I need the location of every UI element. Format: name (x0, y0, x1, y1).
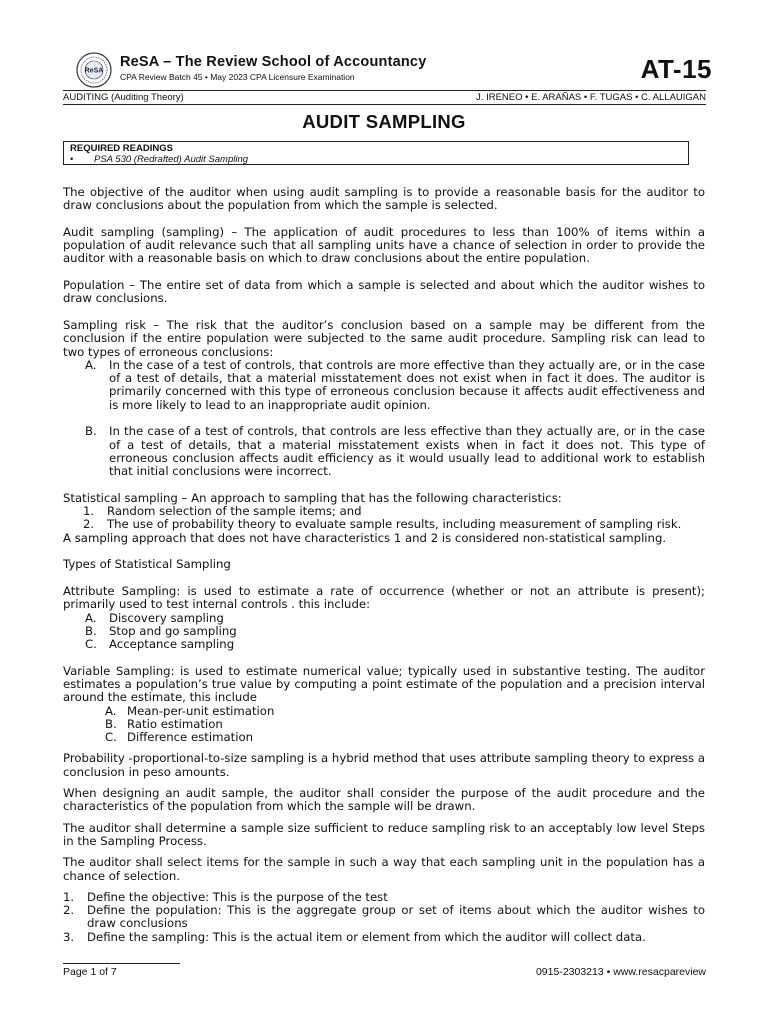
sampling-risk-definition: Sampling risk – The risk that the auditor’s conclusion based on a sample may be different from the conclusion if the entire population were subjected to the same audit procedure. Sampling risk can lead to two types of erroneous conclusions: (63, 317, 705, 359)
resa-logo-seal (76, 52, 112, 88)
variable-sampling-list (63, 705, 705, 745)
non-statistical-note: A sampling approach that does not have characteristics 1 and 2 is considered non-statistical sampling. (63, 530, 667, 545)
attribute-sampling-paragraph: Attribute Sampling: is used to estimate a rate of occurrence (whether or not an attribute is present); primarily used to test internal controls . this include: (63, 583, 705, 612)
readings-item (70, 154, 682, 165)
page-number: Page 1 of 7 (63, 966, 117, 978)
list-item: 1. Random selection of the sample items; and (83, 504, 362, 519)
sample-size-paragraph: The auditor shall determine a sample size sufficient to reduce sampling risk to an acceptably low level Steps in the Sampling Process. (63, 820, 705, 848)
contact-info: 0915-2303213 • www.resacpareview (535, 966, 706, 978)
select-items-paragraph: The auditor shall select items for the sample in such a way that each sampling unit in the population has a chance of selection. (63, 855, 705, 883)
list-item: B. Stop and go sampling (85, 623, 237, 638)
brand-block (120, 54, 426, 82)
sampling-steps-list (63, 891, 705, 944)
list-item: A. In the case of a test of controls, that controls are more effective than they actually are, or in the case of a test of details, that a material misstatement does not exist when in fact it does. The auditor is primarily concerned with this type of erroneous conclusion because it affects audit effectiveness and is more likely to lead to an inappropriate audit opinion. (85, 357, 705, 412)
designing-sample-paragraph: When designing an audit sample, the auditor shall consider the purpose of the audit procedure and the characteristics of the population from which the sample will be drawn. (63, 786, 705, 814)
statistical-characteristics-list (63, 505, 705, 532)
sampling-risk-list (63, 359, 705, 479)
required-readings-box (63, 141, 689, 165)
types-heading: Types of Statistical Sampling (63, 557, 231, 572)
statistical-sampling-definition: Statistical sampling – An approach to sampling that has the following characteristics: (63, 490, 562, 505)
list-item: 2. Define the population: This is the aggregate group or set of items about which the auditor wishes to draw conclusions (63, 903, 705, 931)
document-body (63, 186, 705, 944)
list-item: C. Difference estimation (105, 730, 254, 745)
school-name: ReSA – The Review School of Accountancy (120, 54, 427, 70)
readings-item-text: PSA 530 (Redrafted) Audit Sampling (94, 154, 249, 165)
handout-code: AT-15 (640, 54, 712, 84)
list-item: 3. Define the sampling: This is the actual item or element from which the auditor will collect data. (63, 929, 646, 944)
logo-text: ReSA (84, 67, 104, 75)
attribute-sampling-list (63, 612, 705, 652)
header-divider (63, 90, 706, 91)
list-item: B. Ratio estimation (105, 716, 223, 731)
batch-info: CPA Review Batch 45 • May 2023 CPA Licensure Examination (120, 72, 355, 82)
list-item: A. Mean-per-unit estimation (105, 703, 275, 718)
authors-label: J. IRENEO • E. ARAÑAS • F. TUGAS • C. ALLAUIGAN (476, 92, 706, 103)
page-title: AUDIT SAMPLING (302, 111, 466, 132)
footer-divider (63, 963, 180, 964)
objective-paragraph: The objective of the auditor when using audit sampling is to provide a reasonable basis for the auditor to draw conclusions about the population from which the sample is selected. (63, 185, 705, 213)
readings-heading: REQUIRED READINGS (70, 143, 173, 154)
pps-paragraph: Probability -proportional-to-size sampling is a hybrid method that uses attribute sampling theory to express a conclusion in peso amounts. (63, 751, 705, 779)
audit-sampling-definition: Audit sampling (sampling) – The application of audit procedures to less than 100% of items within a population of audit relevance such that all sampling units have a chance of selection in order to provide the auditor with a reasonable basis on which to draw conclusions about the entire population. (63, 224, 705, 266)
variable-sampling-paragraph: Variable Sampling: is used to estimate numerical value; typically used in substantive testing. The auditor estimates a population’s true value by computing a point estimate of the population and a precision interval around the estimate, this include (63, 663, 705, 705)
list-item: A. Discovery sampling (85, 610, 224, 625)
bullet-icon: • (70, 154, 74, 165)
list-item: 2. The use of probability theory to evaluate sample results, including measurement of sampling risk. (83, 517, 682, 532)
list-item: 1. Define the objective: This is the purpose of the test (63, 889, 388, 904)
subject-row (63, 92, 706, 103)
population-definition: Population – The entire set of data from which a sample is selected and about which the auditor wishes to draw conclusions. (63, 278, 705, 306)
subject-label: AUDITING (Auditing Theory) (63, 92, 184, 103)
list-item: C. Acceptance sampling (85, 637, 235, 652)
list-item: B. In the case of a test of controls, that controls are less effective than they actually are, or in the case of a test of details, that a material misstatement exists when in fact it does not. This type of erroneous conclusion affects audit efficiency as it would usually lead to additional work to establish that initial conclusions were incorrect. (85, 424, 705, 479)
subject-divider (63, 104, 706, 105)
